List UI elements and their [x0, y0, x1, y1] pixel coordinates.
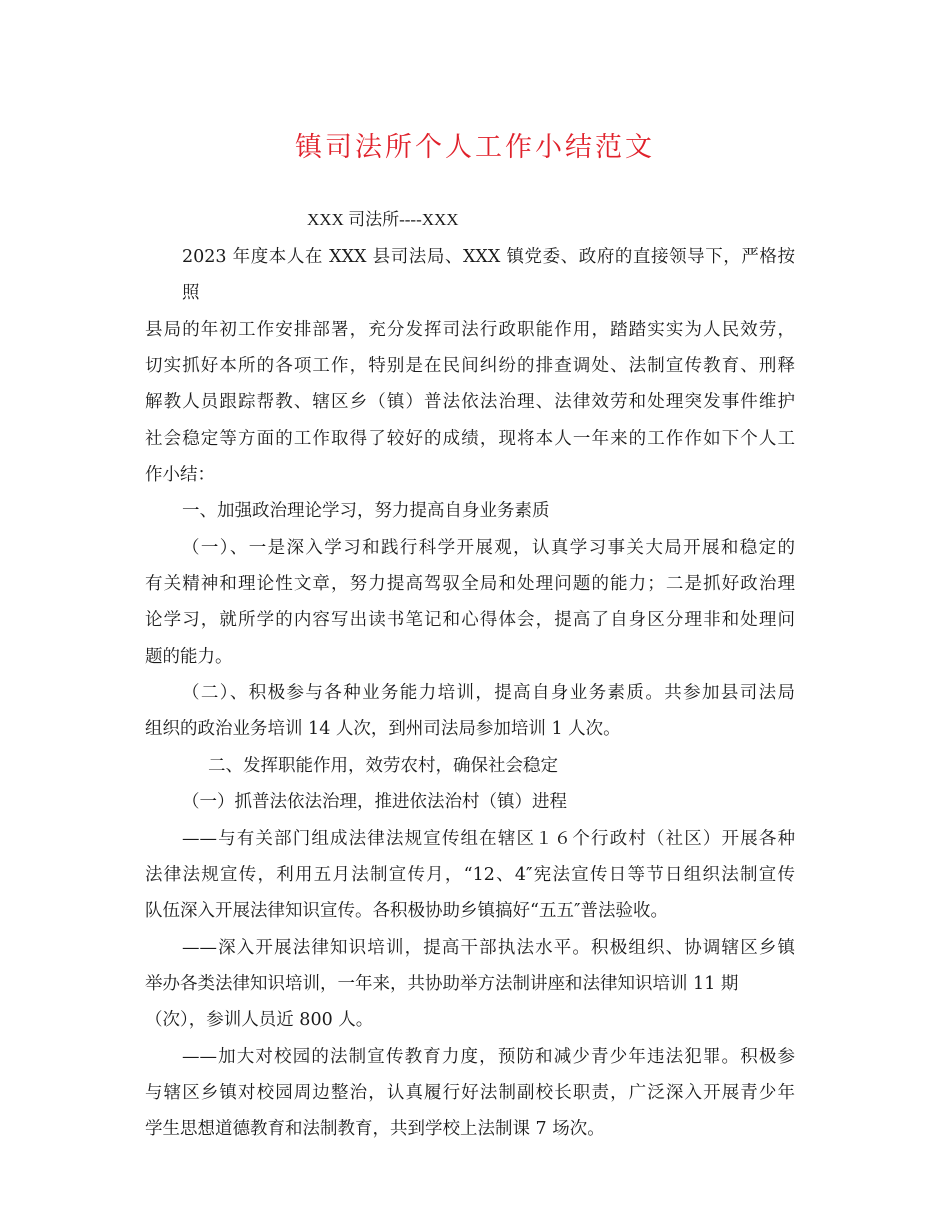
paragraph-line: 社会稳定等方面的工作取得了较好的成绩，现将本人一年来的工作作如下个人工 [145, 428, 795, 449]
paragraph-line: 举办各类法律知识培训，一年来，共协助举方法制讲座和法律知识培训 11 期 [145, 973, 739, 994]
paragraph-line: ——与有关部门组成法律法规宣传组在辖区１６个行政村（社区）开展各种 [182, 828, 795, 849]
section-heading: 一、加强政治理论学习，努力提高自身业务素质 [182, 501, 550, 522]
paragraph-line: 县局的年初工作安排部署，充分发挥司法行政职能作用，踏踏实实为人民效劳， [145, 319, 795, 340]
section-heading: 二、发挥职能作用，效劳农村，确保社会稳定 [208, 755, 558, 776]
paragraph-line: 论学习，就所学的内容写出读书笔记和心得体会，提高了自身区分理非和处理问 [145, 610, 795, 631]
subsection-heading: （一）抓普法依法治理，推进依法治村（镇）进程 [182, 792, 567, 813]
paragraph-line: （一）、一是深入学习和践行科学开展观，认真学习事关大局开展和稳定的 [182, 537, 795, 558]
document-body [145, 239, 795, 1148]
paragraph-line: （二）、积极参与各种业务能力培训，提高自身业务素质。共参加县司法局 [182, 683, 795, 704]
paragraph-line: （次），参训人员近 800 人。 [145, 1010, 374, 1031]
byline: XXX 司法所----XXX [307, 210, 459, 229]
paragraph-line: 作小结： [145, 465, 215, 486]
paragraph-line: 学生思想道德教育和法制教育，共到学校上法制课 7 场次。 [145, 1119, 605, 1140]
paragraph-line: 组织的政治业务培训 14 人次，到州司法局参加培训 1 人次。 [145, 719, 621, 740]
paragraph-line: 2023 年度本人在 XXX 县司法局、XXX 镇党委、政府的直接领导下，严格按照 [182, 247, 795, 304]
paragraph-line: 队伍深入开展法律知识宣传。各积极协助乡镇搞好“五五″普法验收。 [145, 901, 668, 922]
document-title [0, 130, 950, 166]
paragraph-line: 题的能力。 [145, 646, 233, 667]
paragraph-line: 法律法规宣传，利用五月法制宣传月，“12、4″宪法宣传日等节日组织法制宣传 [145, 864, 795, 885]
paragraph-line: ——深入开展法律知识培训，提高干部执法水平。积极组织、协调辖区乡镇 [182, 937, 795, 958]
paragraph-line: 与辖区乡镇对校园周边整治，认真履行好法制副校长职责，广泛深入开展青少年 [145, 1082, 795, 1103]
paragraph-line: ——加大对校园的法制宣传教育力度，预防和减少青少年违法犯罪。积极参 [182, 1046, 795, 1067]
paragraph-line: 切实抓好本所的各项工作，特别是在民间纠纷的排查调处、法制宣传教育、刑释 [145, 356, 795, 377]
title-text: 镇司法所个人工作小结范文 [295, 132, 655, 163]
paragraph-line: 解教人员跟踪帮教、辖区乡（镇）普法依法治理、法律效劳和处理突发事件维护 [145, 392, 795, 413]
paragraph-line: 有关精神和理论性文章，努力提高驾驭全局和处理问题的能力；二是抓好政治理 [145, 574, 795, 595]
